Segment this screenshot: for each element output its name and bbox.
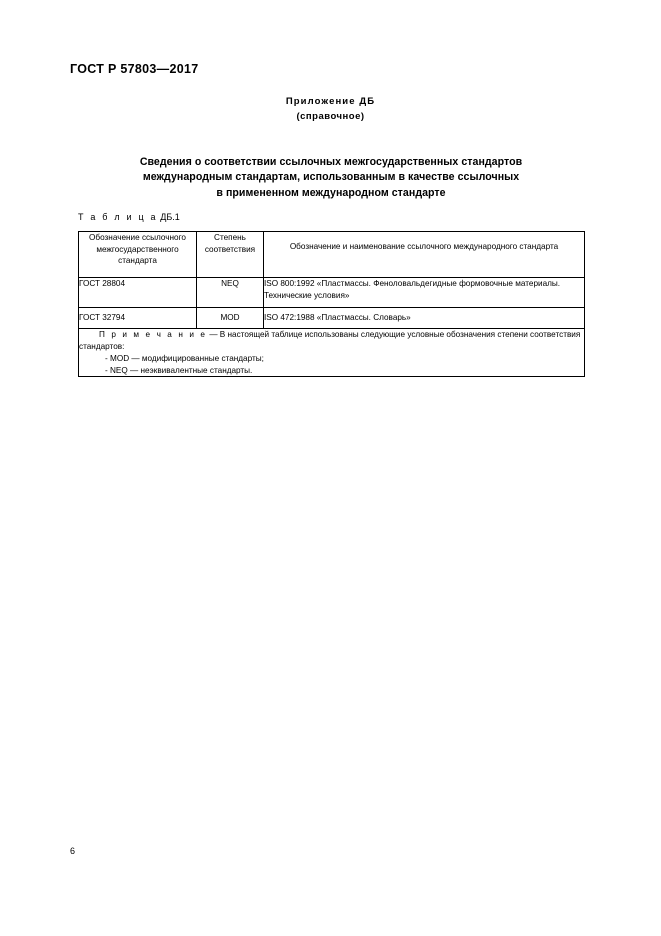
table-row [79,278,585,308]
table-caption [78,212,180,222]
running-header: ГОСТ Р 57803—2017 [70,62,199,76]
table-body [79,278,585,377]
cell-degree: MOD [197,308,264,329]
cell-iso: ISO 472:1988 «Пластмассы. Словарь» [264,308,585,329]
reference-standards-table [78,231,585,377]
table-note-row [79,328,585,377]
table-note-body: — В настоящей таблице использованы следующие условные обозначения степени соответствия стандартов: [79,329,581,351]
table-header-row [79,232,585,278]
table-note-item: - MOD — модифицированные стандарты; [105,353,264,363]
table-note-item: - NEQ — неэквивалентные стандарты. [105,365,253,375]
table-head [79,232,585,278]
table-note-label: П р и м е ч а н и е [99,329,208,339]
page-title-line-3: в примененном международном стандарте [216,186,446,199]
cell-degree: NEQ [197,278,264,308]
column-header-degree: Степень соответствия [197,232,264,278]
appendix-kind: (справочное) [296,111,365,122]
page-number: 6 [70,846,76,856]
table-caption-number: ДБ.1 [160,212,180,222]
cell-iso: ISO 800:1992 «Пластмассы. Феноловальдегидные формовочные материалы. Технические условия» [264,278,585,308]
cell-gost: ГОСТ 28804 [79,278,197,308]
page-title-line-2: международным стандартам, использованным в качестве ссылочных [142,171,520,184]
appendix-title: Приложение ДБ [285,96,376,107]
cell-gost: ГОСТ 32794 [79,308,197,329]
page-title-line-1: Сведения о соответствии ссылочных межгосударственных стандартов [139,156,523,168]
column-header-iso: Обозначение и наименование ссылочного международного стандарта [264,232,585,278]
table-caption-label: Т а б л и ц а [78,212,158,222]
table-note-text [79,329,584,353]
table-note [79,328,585,377]
appendix-caption [0,94,661,125]
page-title [78,155,584,201]
table-row [79,308,585,329]
column-header-gost: Обозначение ссылочного межгосударственного стандарта [79,232,197,278]
